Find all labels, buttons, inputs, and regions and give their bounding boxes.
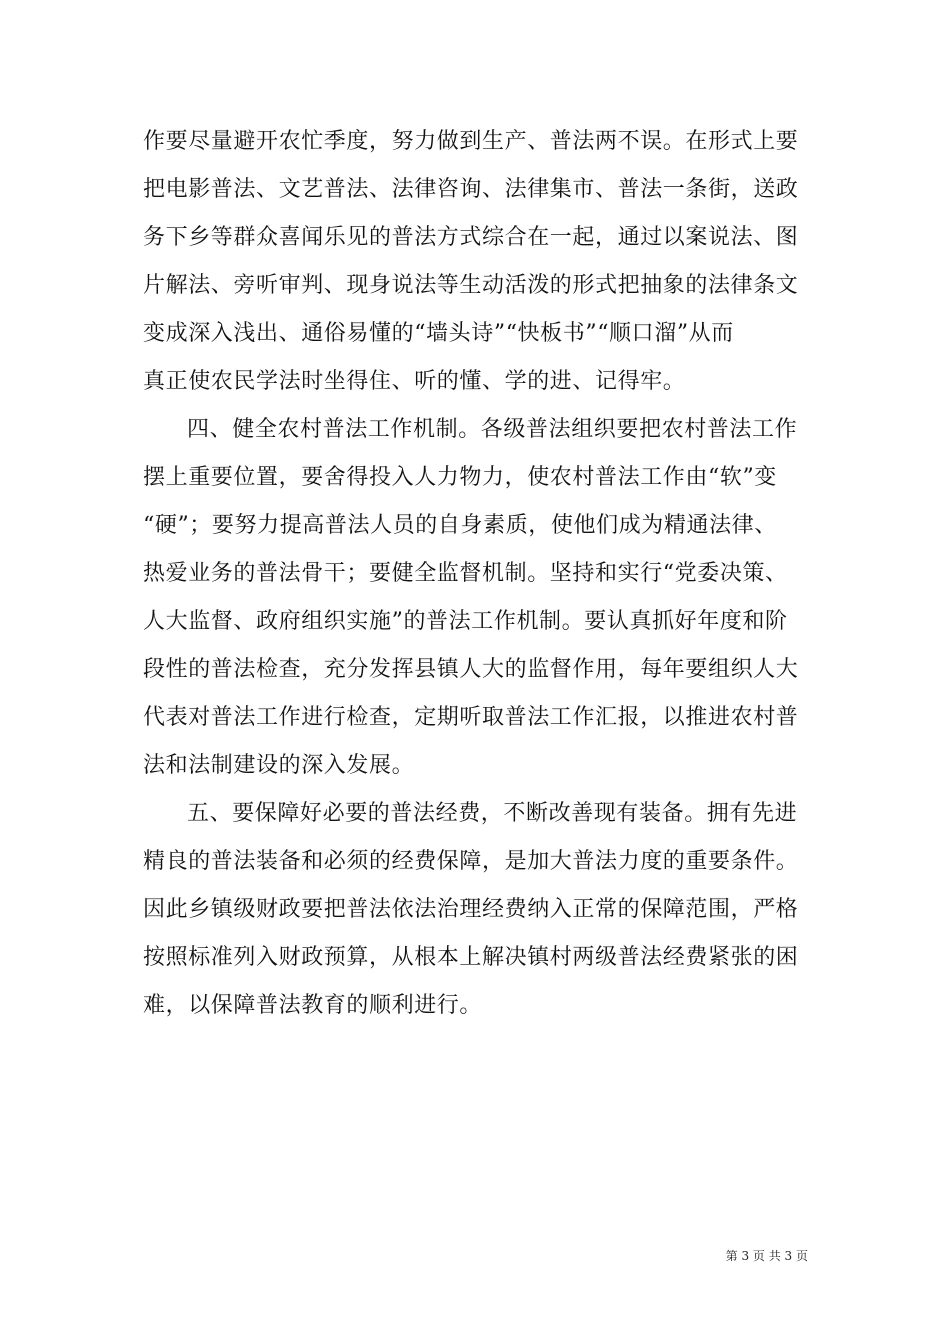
text-line: 法和法制建设的深入发展。 xyxy=(143,753,415,778)
paragraph-start-line: 四、健全农村普法工作机制。各级普法组织要把农村普法工作 xyxy=(187,417,798,442)
text-line: 按照标准列入财政预算，从根本上解决镇村两级普法经费紧张的困 xyxy=(143,945,799,970)
text-line: 因此乡镇级财政要把普法依法治理经费纳入正常的保障范围，严格 xyxy=(143,897,799,922)
document-body xyxy=(143,118,813,1030)
text-line: 片解法、旁听审判、现身说法等生动活泼的形式把抽象的法律条文 xyxy=(143,273,799,298)
text-line: 人大监督、政府组织实施”的普法工作机制。要认真抓好年度和阶 xyxy=(143,609,788,634)
text-line: “硬”；要努力提高普法人员的自身素质，使他们成为精通法律、 xyxy=(143,513,777,538)
page-number-footer: 第 3 页 共 3 页 xyxy=(725,1249,808,1263)
text-line: 摆上重要位置，要舍得投入人力物力，使农村普法工作由“软”变 xyxy=(143,465,777,490)
text-line: 作要尽量避开农忙季度，努力做到生产、普法两不误。在形式上要 xyxy=(143,129,799,154)
text-line: 热爱业务的普法骨干；要健全监督机制。坚持和实行“党委决策、 xyxy=(143,561,788,586)
paragraph-start-line: 五、要保障好必要的普法经费，不断改善现有装备。拥有先进 xyxy=(187,801,798,826)
text-line: 真正使农民学法时坐得住、听的懂、学的进、记得牢。 xyxy=(143,369,686,394)
text-line: 把电影普法、文艺普法、法律咨询、法律集市、普法一条街，送政 xyxy=(143,177,799,202)
text-line: 变成深入浅出、通俗易懂的“墙头诗”“快板书”“顺口溜”从而 xyxy=(143,321,734,346)
text-line: 难，以保障普法教育的顺利进行。 xyxy=(143,993,483,1018)
text-line: 段性的普法检查，充分发挥县镇人大的监督作用，每年要组织人大 xyxy=(143,657,799,682)
text-line: 精良的普法装备和必须的经费保障，是加大普法力度的重要条件。 xyxy=(143,849,799,874)
text-line: 代表对普法工作进行检查，定期听取普法工作汇报，以推进农村普 xyxy=(143,705,799,730)
text-line: 务下乡等群众喜闻乐见的普法方式综合在一起，通过以案说法、图 xyxy=(143,225,799,250)
